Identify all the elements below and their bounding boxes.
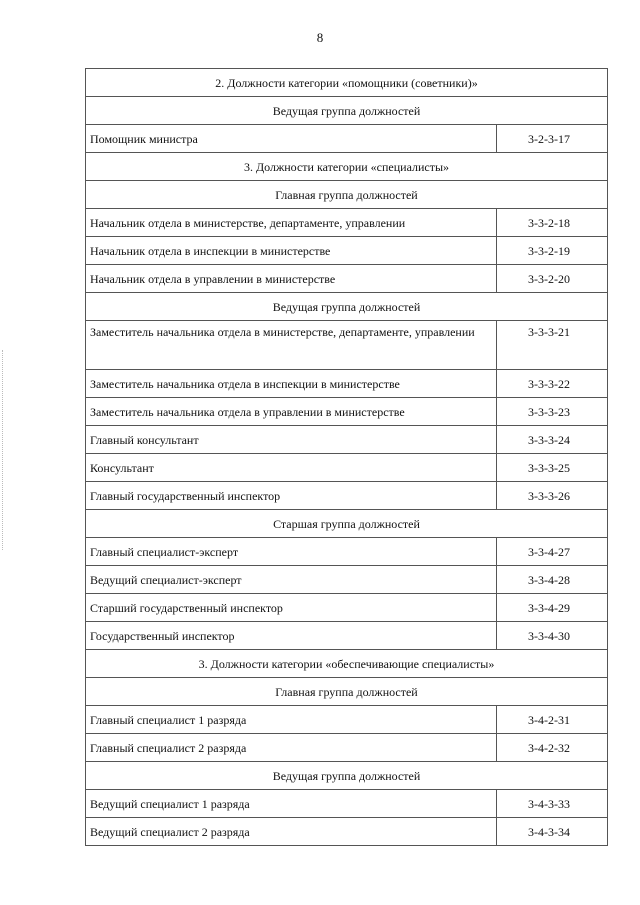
group-title: Главная группа должностей xyxy=(86,181,608,209)
category-title: 2. Должности категории «помощники (советники)» xyxy=(86,69,608,97)
position-code: 3-4-3-33 xyxy=(497,790,608,818)
position-name: Ведущий специалист 2 разряда xyxy=(86,818,497,846)
position-name: Главный специалист 2 разряда xyxy=(86,734,497,762)
position-row xyxy=(86,209,608,237)
position-row xyxy=(86,622,608,650)
position-name: Начальник отдела в управлении в министерстве xyxy=(86,265,497,293)
position-name: Главный государственный инспектор xyxy=(86,482,497,510)
positions-table-body xyxy=(86,69,608,846)
category-row xyxy=(86,69,608,97)
position-name: Заместитель начальника отдела в министерстве, департаменте, управлении xyxy=(86,321,497,370)
position-code: 3-3-3-22 xyxy=(497,370,608,398)
position-row xyxy=(86,538,608,566)
position-name: Старший государственный инспектор xyxy=(86,594,497,622)
group-row xyxy=(86,762,608,790)
position-code: 3-2-3-17 xyxy=(497,125,608,153)
position-code: 3-3-4-28 xyxy=(497,566,608,594)
position-code: 3-4-2-32 xyxy=(497,734,608,762)
position-code: 3-3-2-18 xyxy=(497,209,608,237)
position-name: Главный специалист 1 разряда xyxy=(86,706,497,734)
position-code: 3-3-3-24 xyxy=(497,426,608,454)
category-row xyxy=(86,650,608,678)
position-row xyxy=(86,790,608,818)
position-name: Главный специалист-эксперт xyxy=(86,538,497,566)
position-code: 3-3-2-19 xyxy=(497,237,608,265)
group-title: Ведущая группа должностей xyxy=(86,293,608,321)
position-code: 3-4-3-34 xyxy=(497,818,608,846)
position-row xyxy=(86,398,608,426)
position-code: 3-3-4-30 xyxy=(497,622,608,650)
position-code: 3-4-2-31 xyxy=(497,706,608,734)
position-code: 3-3-3-26 xyxy=(497,482,608,510)
category-title: 3. Должности категории «специалисты» xyxy=(86,153,608,181)
position-name: Начальник отдела в инспекции в министерстве xyxy=(86,237,497,265)
position-row xyxy=(86,426,608,454)
group-row xyxy=(86,510,608,538)
position-row xyxy=(86,265,608,293)
group-row xyxy=(86,293,608,321)
group-row xyxy=(86,678,608,706)
position-code: 3-3-2-20 xyxy=(497,265,608,293)
category-row xyxy=(86,153,608,181)
group-row xyxy=(86,97,608,125)
position-row xyxy=(86,321,608,370)
position-code: 3-3-3-21 xyxy=(497,321,608,370)
margin-mark xyxy=(2,350,5,550)
position-code: 3-3-3-23 xyxy=(497,398,608,426)
category-title: 3. Должности категории «обеспечивающие специалисты» xyxy=(86,650,608,678)
position-name: Начальник отдела в министерстве, департаменте, управлении xyxy=(86,209,497,237)
position-row xyxy=(86,566,608,594)
position-name: Ведущий специалист 1 разряда xyxy=(86,790,497,818)
positions-table xyxy=(85,68,608,846)
position-name: Помощник министра xyxy=(86,125,497,153)
group-row xyxy=(86,181,608,209)
position-row xyxy=(86,818,608,846)
position-name: Заместитель начальника отдела в инспекции в министерстве xyxy=(86,370,497,398)
position-code: 3-3-4-27 xyxy=(497,538,608,566)
position-name: Заместитель начальника отдела в управлении в министерстве xyxy=(86,398,497,426)
position-name: Главный консультант xyxy=(86,426,497,454)
group-title: Ведущая группа должностей xyxy=(86,762,608,790)
position-name: Ведущий специалист-эксперт xyxy=(86,566,497,594)
page-number: 8 xyxy=(316,30,324,45)
position-name: Государственный инспектор xyxy=(86,622,497,650)
position-row xyxy=(86,706,608,734)
position-row xyxy=(86,237,608,265)
position-row xyxy=(86,125,608,153)
position-name: Консультант xyxy=(86,454,497,482)
position-row xyxy=(86,370,608,398)
group-title: Главная группа должностей xyxy=(86,678,608,706)
position-code: 3-3-4-29 xyxy=(497,594,608,622)
position-row xyxy=(86,734,608,762)
group-title: Старшая группа должностей xyxy=(86,510,608,538)
position-code: 3-3-3-25 xyxy=(497,454,608,482)
position-row xyxy=(86,594,608,622)
position-row xyxy=(86,454,608,482)
position-row xyxy=(86,482,608,510)
group-title: Ведущая группа должностей xyxy=(86,97,608,125)
